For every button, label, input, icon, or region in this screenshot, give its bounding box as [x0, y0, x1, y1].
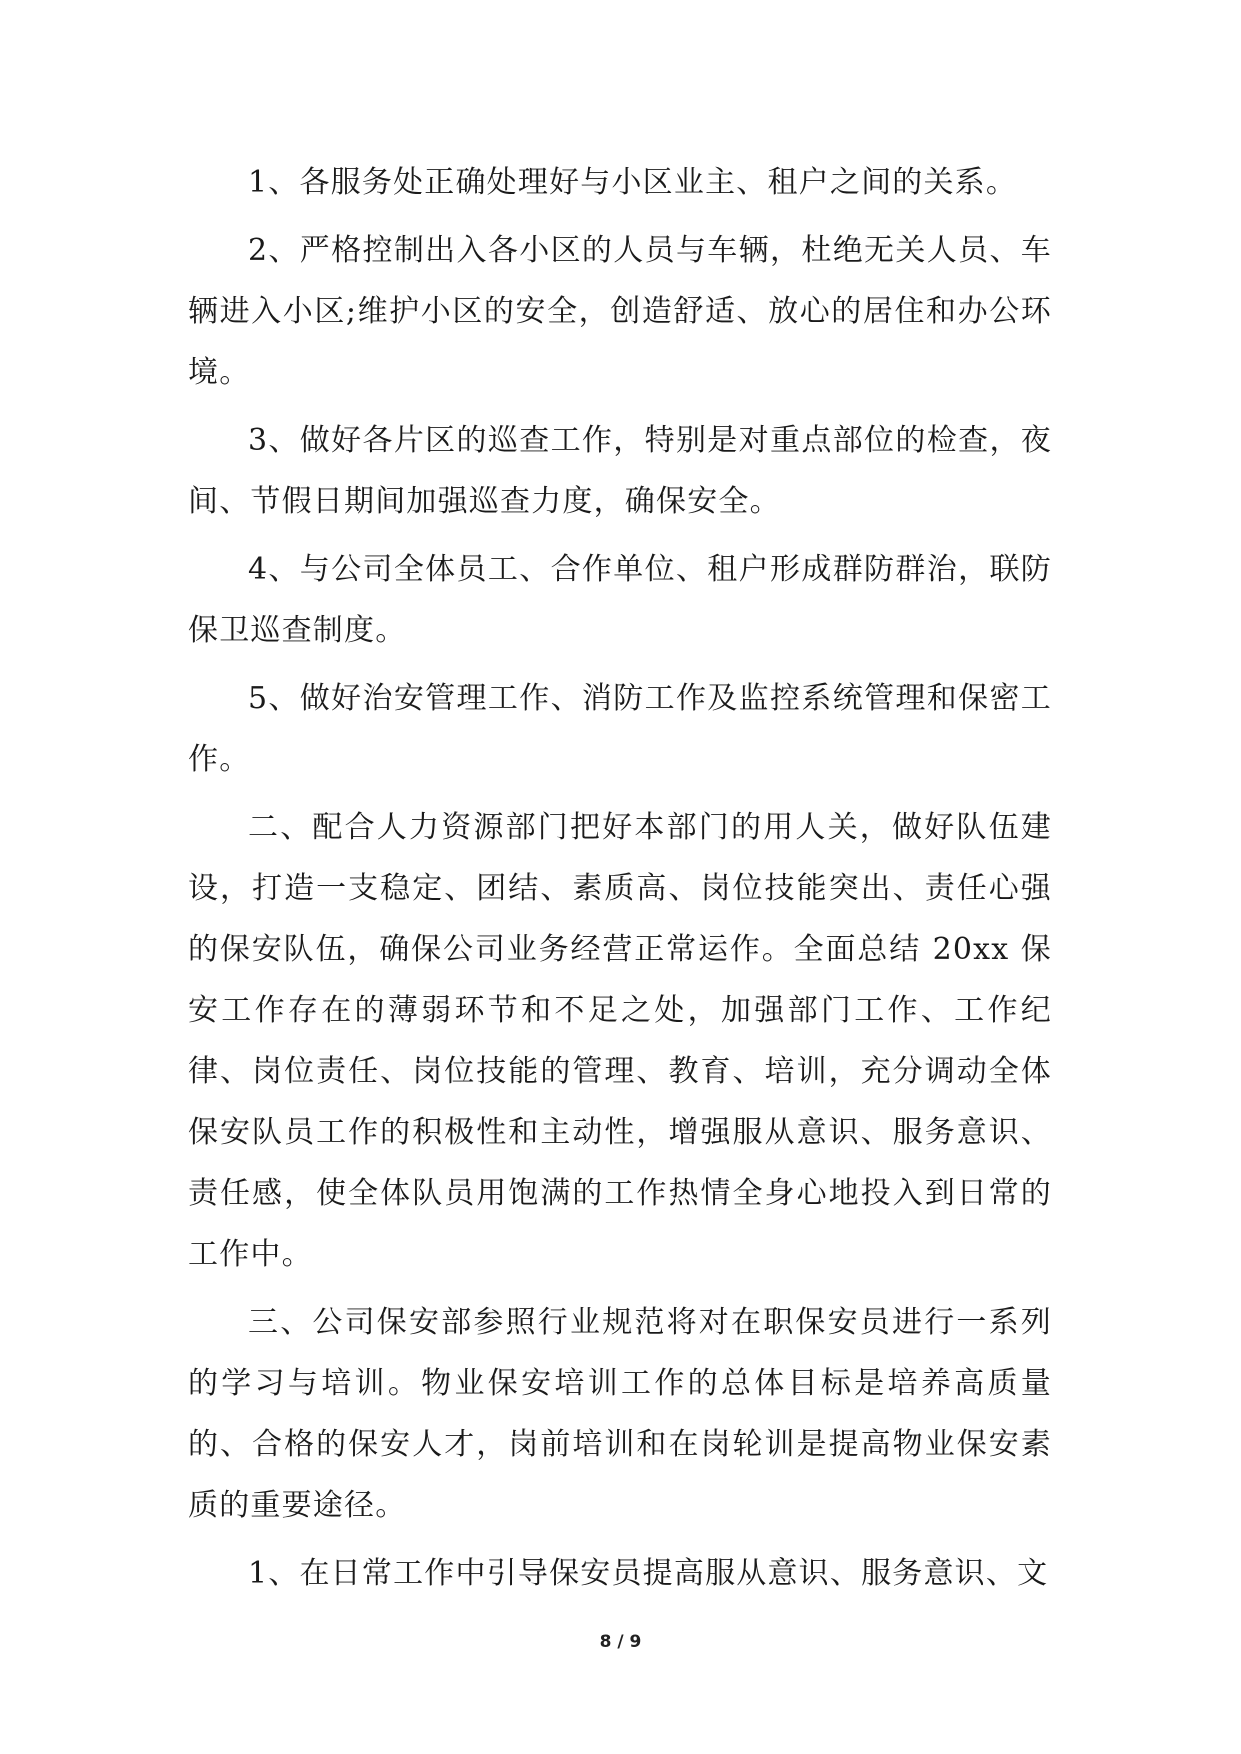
paragraph-section-2: 二、配合人力资源部门把好本部门的用人关，做好队伍建设，打造一支稳定、团结、素质高、岗位技能突出、责任心强的保安队伍，确保公司业务经营正常运作。全面总结 20xx 保安工作存在的薄弱环节和不足之处，加强部门工作、工作纪律、岗位责任、岗位技能的管理、教育、培训，充分调动全体保安队员工作的积极性和主动性，增强服从意识、服务意识、责任感，使全体队员用饱满的工作热情全身心地投入到日常的工作中。 [188, 810, 1052, 1272]
paragraph-item-1: 1、各服务处正确处理好与小区业主、租户之间的关系。 [248, 165, 1018, 200]
paragraph-item-5: 5、做好治安管理工作、消防工作及监控系统管理和保密工作。 [188, 681, 1052, 777]
paragraph-item-2: 2、严格控制出入各小区的人员与车辆，杜绝无关人员、车辆进入小区;维护小区的安全，创造舒适、放心的居住和办公环境。 [188, 233, 1052, 390]
paragraph-item-3: 3、做好各片区的巡查工作，特别是对重点部位的检查，夜间、节假日期间加强巡查力度，确保安全。 [188, 423, 1052, 519]
paragraph-item-4: 4、与公司全体员工、合作单位、租户形成群防群治，联防保卫巡查制度。 [188, 552, 1052, 648]
paragraph-training-item-1: 1、在日常工作中引导保安员提高服从意识、服务意识、文 [248, 1556, 1049, 1591]
paragraph-section-3: 三、公司保安部参照行业规范将对在职保安员进行一系列的学习与培训。物业保安培训工作的总体目标是培养高质量的、合格的保安人才，岗前培训和在岗轮训是提高物业保安素质的重要途径。 [188, 1305, 1052, 1523]
page-number: 8 / 9 [599, 1632, 642, 1652]
document-body [188, 152, 1052, 1604]
